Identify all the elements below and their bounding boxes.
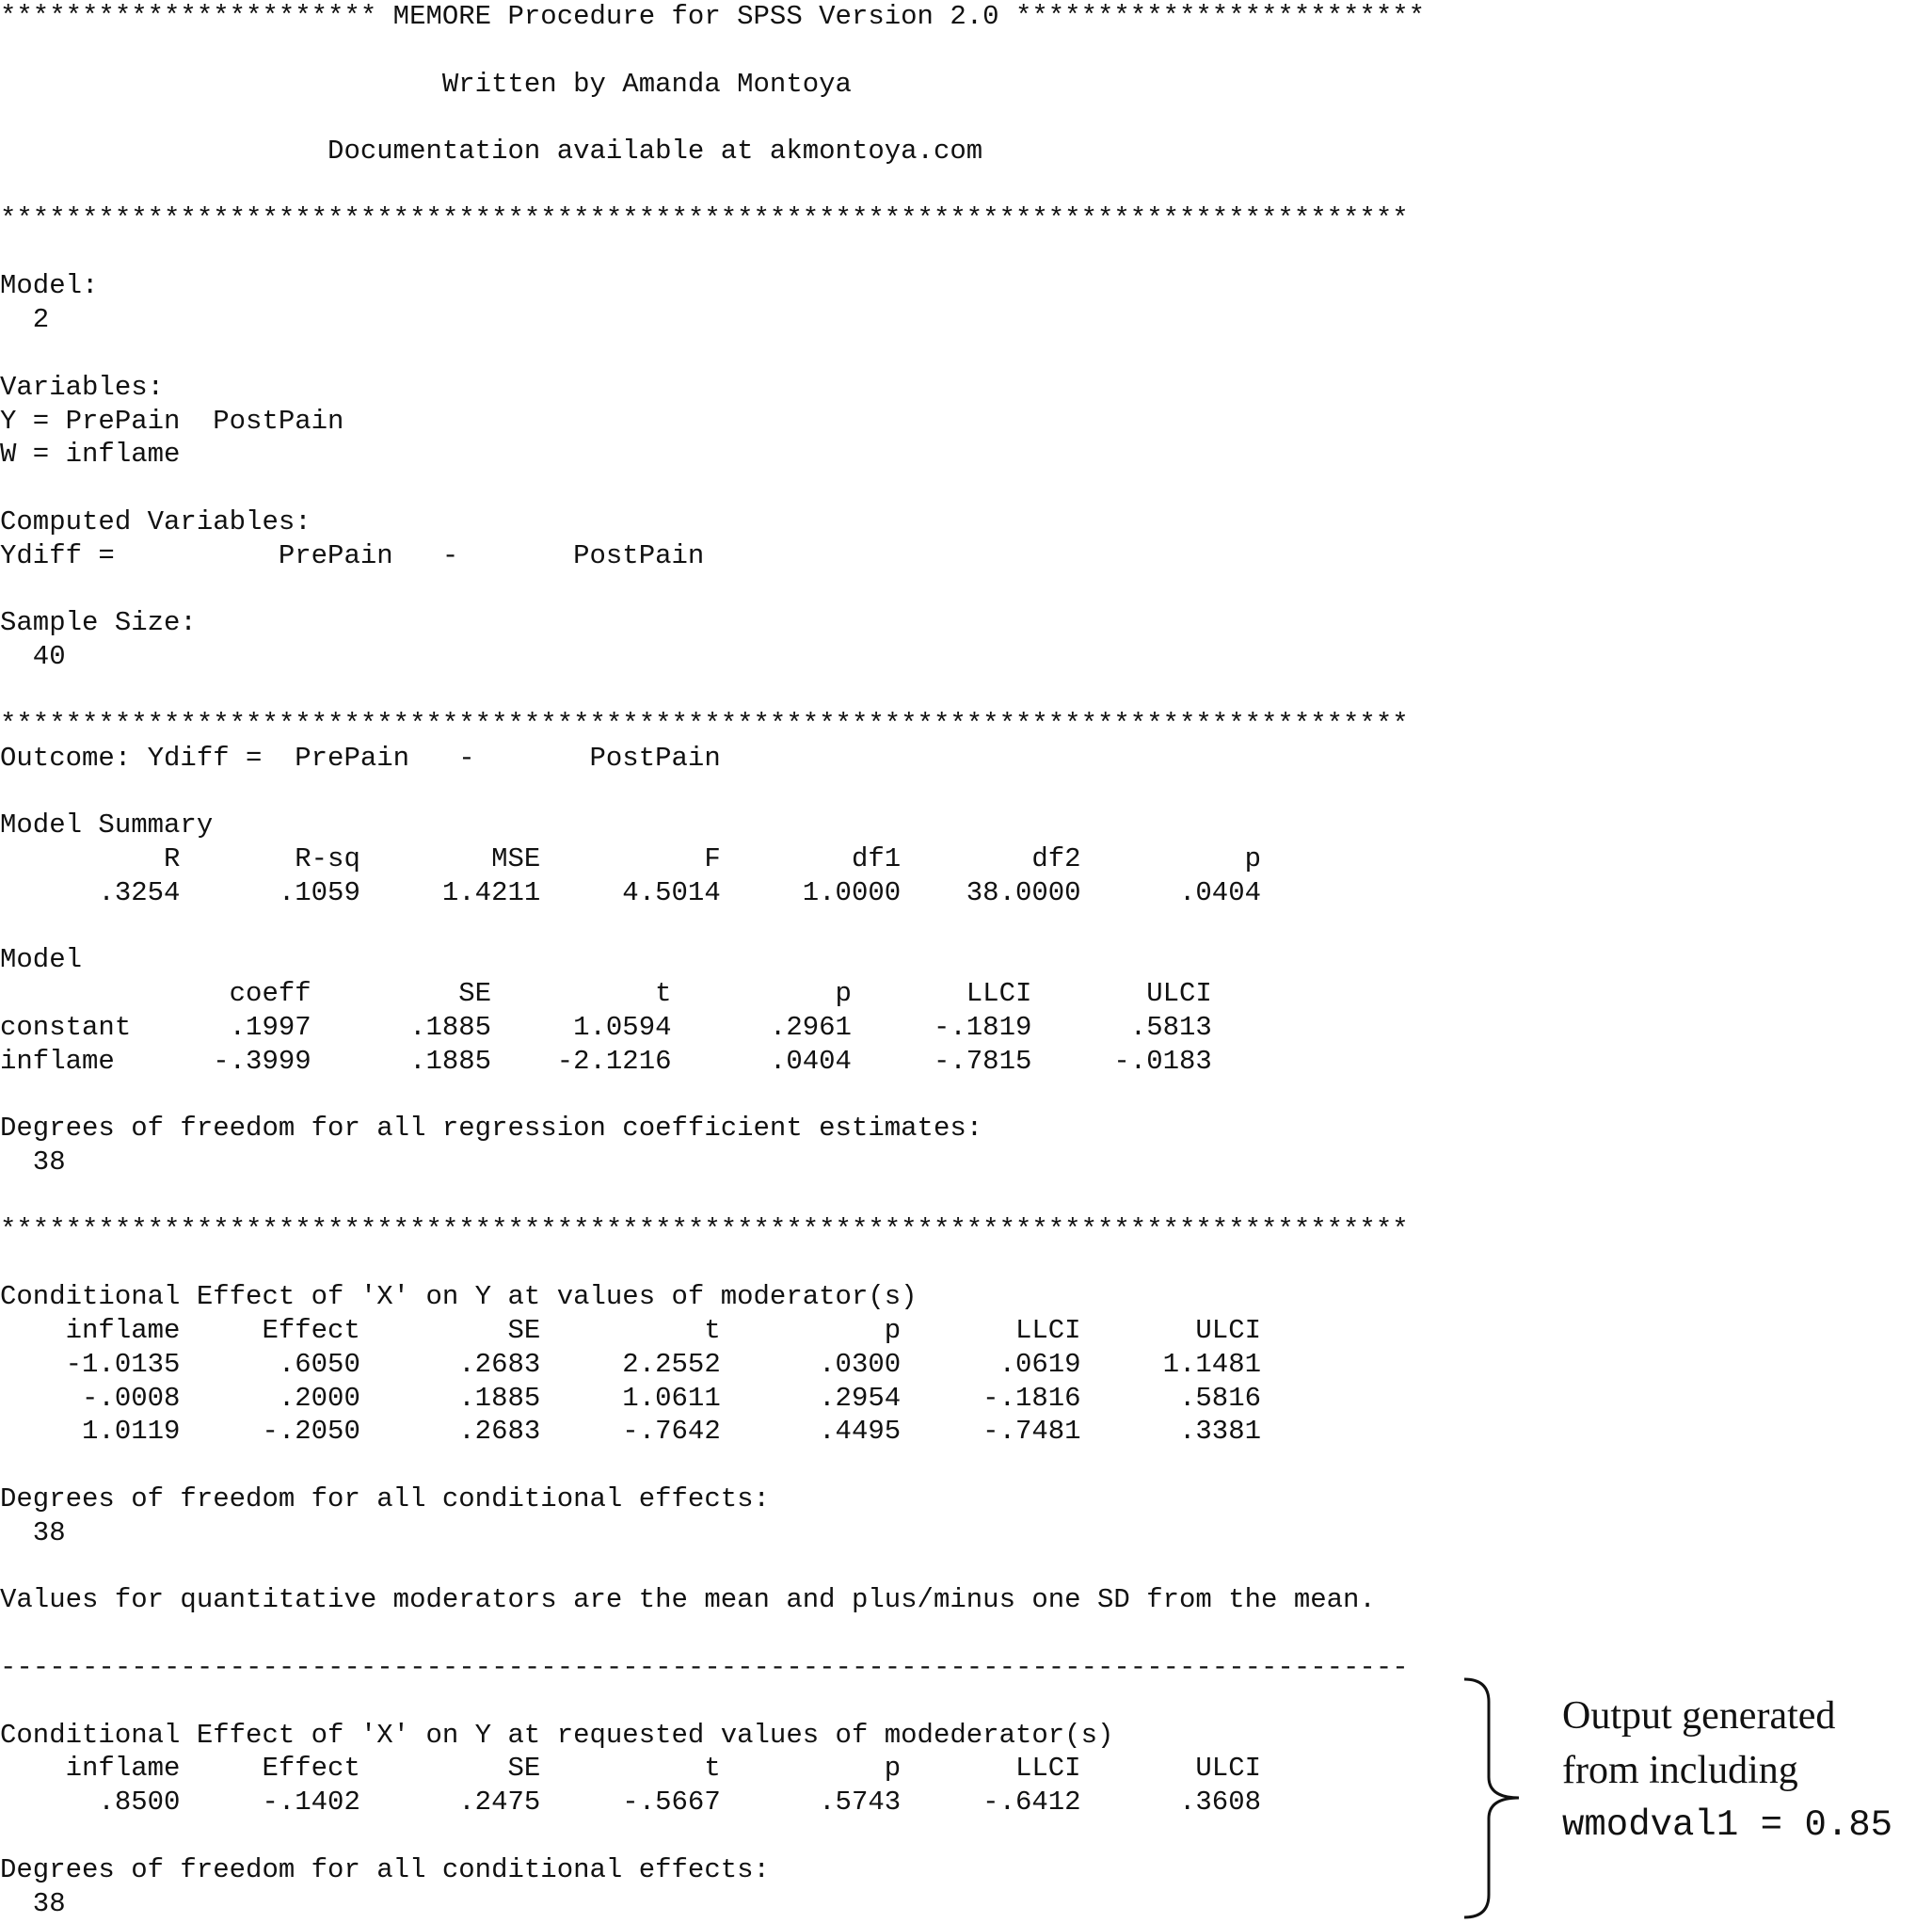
- output-line: [0, 674, 1425, 708]
- output-line: Model Summary: [0, 809, 214, 841]
- output-line: [0, 1617, 1425, 1651]
- output-line: 38: [0, 1887, 66, 1919]
- output-line: Degrees of freedom for all conditional effects:: [0, 1483, 770, 1515]
- output-line: **************************************************************************************: [0, 202, 1409, 234]
- output-line: coeff SE t p LLCI ULCI: [0, 978, 1212, 1010]
- output-line: W = inflame: [0, 439, 181, 471]
- output-line: Conditional Effect of 'X' on Y at values of moderator(s): [0, 1281, 918, 1313]
- annotation-line-2: from including: [1562, 1749, 1798, 1792]
- output-line: [0, 1550, 1425, 1584]
- output-line: [0, 1685, 1425, 1719]
- output-line: .3254 .1059 1.4211 4.5014 1.0000 38.0000 .0404: [0, 876, 1262, 908]
- annotation-code: wmodval1 = 0.85: [1562, 1804, 1893, 1846]
- output-line: -1.0135 .6050 .2683 2.2552 .0300 .0619 1.1481: [0, 1348, 1262, 1380]
- output-line: -.0008 .2000 .1885 1.0611 .2954 -.1816 .5816: [0, 1382, 1262, 1414]
- output-line: Documentation available at akmontoya.com: [0, 136, 983, 168]
- output-line: inflame -.3999 .1885 -2.1216 .0404 -.7815 -.0183: [0, 1045, 1212, 1077]
- output-line: [0, 337, 1425, 371]
- output-line: .8500 -.1402 .2475 -.5667 .5743 -.6412 .3608: [0, 1787, 1262, 1819]
- annotation-callout: [1562, 1689, 1892, 1852]
- output-line: **************************************************************************************: [0, 708, 1409, 740]
- output-line: [0, 1819, 1425, 1853]
- output-line: [0, 101, 1425, 135]
- output-line: Model: [0, 944, 83, 976]
- output-line: constant .1997 .1885 1.0594 .2961 -.1819 .5813: [0, 1011, 1212, 1043]
- output-line: Degrees of freedom for all conditional effects:: [0, 1853, 770, 1885]
- output-line: Outcome: Ydiff = PrePain - PostPain: [0, 742, 721, 774]
- output-line: Ydiff = PrePain - PostPain: [0, 539, 705, 571]
- output-line: Model:: [0, 270, 99, 302]
- output-line: Computed Variables:: [0, 505, 311, 537]
- output-line: [0, 910, 1425, 944]
- output-line: Values for quantitative moderators are the mean and plus/minus one SD from the mean.: [0, 1584, 1376, 1616]
- output-line: inflame Effect SE t p LLCI ULCI: [0, 1753, 1262, 1785]
- output-line: *********************** MEMORE Procedure for SPSS Version 2.0 *************************: [0, 1, 1426, 32]
- output-line: [0, 236, 1425, 270]
- output-line: [0, 168, 1425, 202]
- output-line: Sample Size:: [0, 607, 197, 639]
- output-line: 1.0119 -.2050 .2683 -.7642 .4495 -.7481 .3381: [0, 1416, 1262, 1448]
- right-curly-brace-icon: [1461, 1674, 1526, 1923]
- output-line: [0, 1449, 1425, 1482]
- output-line: 38: [0, 1516, 66, 1548]
- output-line: Y = PrePain PostPain: [0, 405, 344, 437]
- output-line: R R-sq MSE F df1 df2 p: [0, 842, 1262, 874]
- output-line: **************************************************************************************: [0, 1213, 1409, 1245]
- output-line: Conditional Effect of 'X' on Y at requested values of modederator(s): [0, 1719, 1114, 1751]
- output-line: Variables:: [0, 371, 165, 403]
- output-line: [0, 1179, 1425, 1213]
- output-line: Degrees of freedom for all regression coefficient estimates:: [0, 1113, 983, 1145]
- output-line: [0, 775, 1425, 809]
- output-line: [0, 34, 1425, 68]
- output-line: --------------------------------------------------------------------------------------: [0, 1652, 1409, 1684]
- output-line: [0, 1079, 1425, 1113]
- annotation-line-1: Output generated: [1562, 1694, 1836, 1738]
- output-line: Written by Amanda Montoya: [0, 68, 852, 100]
- output-line: inflame Effect SE t p LLCI ULCI: [0, 1315, 1262, 1347]
- output-line: 38: [0, 1146, 66, 1178]
- output-line: 40: [0, 641, 66, 673]
- output-line: [0, 472, 1425, 505]
- output-line: [0, 573, 1425, 607]
- output-line: 2: [0, 304, 50, 336]
- output-line: [0, 1246, 1425, 1280]
